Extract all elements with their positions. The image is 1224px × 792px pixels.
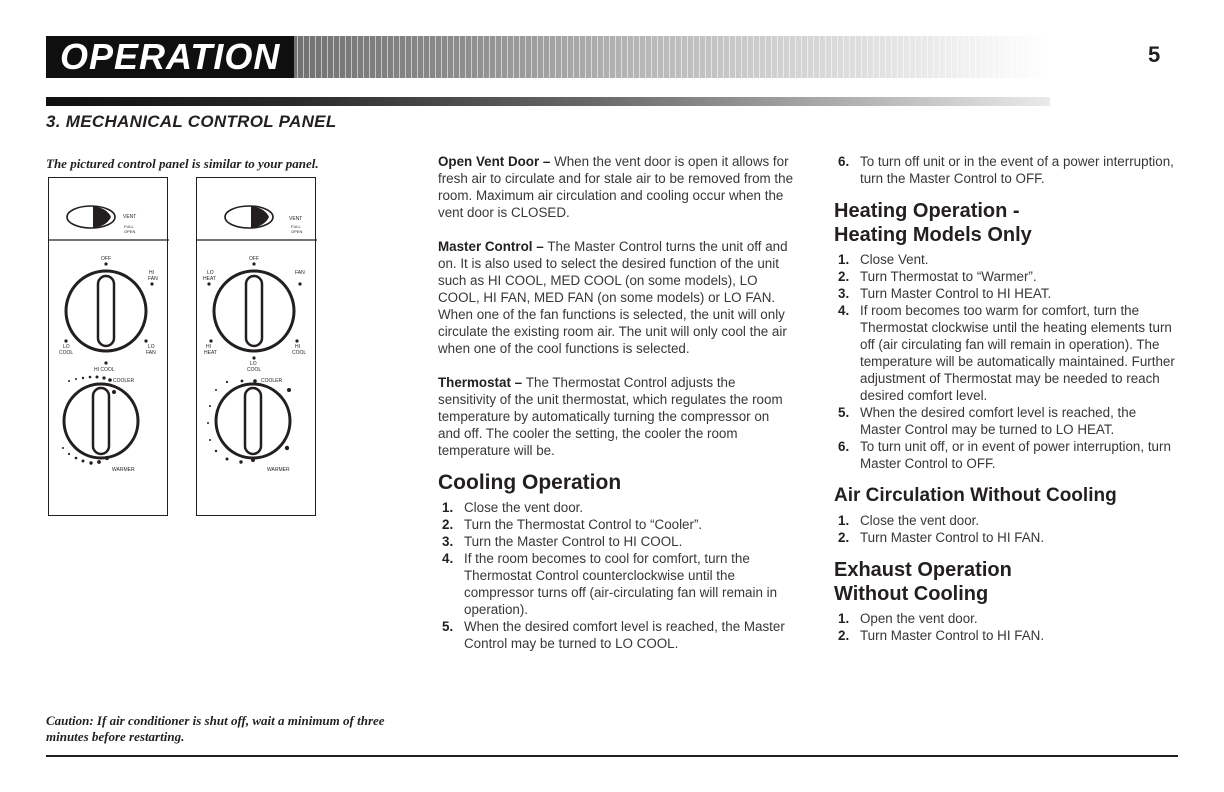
cooler-label: COOLER [113,378,135,384]
panel-caption: The pictured control panel is similar to your panel. [46,156,319,171]
air-circulation-heading: Air Circulation Without Cooling [834,485,1117,506]
exhaust-operation-heading: Exhaust Operation Without Cooling [834,559,1012,605]
off-label: OFF [249,256,259,262]
list-item: 3. Turn the Master Control to HI COOL. [442,534,683,549]
open-vent-paragraph: Open Vent Door – When the vent door is open it allows for fresh air to circulate and for stale air to be removed from the room. Maximum air circulation and cooling occur when the vent door is CLOSED. [438,154,794,220]
list-item: 5. When the desired comfort level is reached, the Master Control may be turned to LO HEAT. [838,405,1137,437]
hi-cool-label: HI COOL [94,367,115,373]
footer-rule [46,755,1178,757]
list-item: 2. Turn the Thermostat Control to “Cooler”. [442,517,703,532]
full-label: FULL [291,224,301,229]
fan-label: FAN [295,270,305,276]
list-item: 1. Close the vent door. [442,500,584,515]
hi-heat-label-2: HEAT [204,350,217,356]
header-title: OPERATION [46,36,294,78]
hi-cool-label-1: HI [295,344,300,350]
lo-heat-label-2: HEAT [203,276,216,282]
heating-steps [834,251,1179,472]
lo-heat-label-1: LO [207,270,214,276]
thermostat-knob-icon [64,384,138,458]
list-item: 1. Close Vent. [838,252,929,267]
list-item: 4. If room becomes too warm for comfort, turn the Thermostat clockwise until the heating elements turn off (air circulating fan will remain in operation). The temperature will be automatically maintained. Further adjustment of Thermostat may be needed to reach desired comfort level. [838,303,1175,403]
warmer-label: WARMER [267,467,290,473]
control-panel-cooling-model [48,177,168,516]
hi-heat-label-1: HI [206,344,211,350]
vent-label: VENT [289,216,303,222]
vent-lever-icon [67,206,115,228]
master-control-term: Master Control – [438,239,548,254]
cooling-steps [438,499,793,652]
master-control-knob-icon [214,271,294,351]
cooling-operation-heading: Cooling Operation [438,471,622,494]
list-item: 6. To turn off unit or in the event of a power interruption, turn the Master Control to OFF. [838,154,1174,186]
cooling-steps-continued [834,153,1179,187]
heating-operation-heading: Heating Operation - Heating Models Only [834,200,1032,246]
thermostat-knob-icon [216,384,290,458]
list-item: 2. Turn Thermostat to “Warmer”. [838,269,1037,284]
list-item: 4. If the room becomes to cool for comfort, turn the Thermostat Control counterclockwise until the compressor turns off (air-circulating fan will remain in operation). [442,551,778,617]
hi-fan-label-2: FAN [148,276,158,282]
open-vent-term: Open Vent Door – [438,154,555,169]
list-item: 1. Close the vent door. [838,513,980,528]
list-item: 1. Open the vent door. [838,611,978,626]
hi-fan-label-1: HI [149,270,154,276]
lo-fan-label-1: LO [148,344,155,350]
master-control-paragraph: Master Control – The Master Control turns the unit off and on. It is also used to select the desired function of the unit such as HI COOL, MED COOL (on some models), LO COOL, HI FAN, MED FAN (on some models) or LO FAN. When one of the fan functions is selected, the unit will only circulate the existing room air. The unit will only cool the air when one of the cool functions is selected. [438,239,788,356]
section-title: 3. MECHANICAL CONTROL PANEL [46,112,337,131]
header-rule [46,97,1050,106]
lo-cool-label-1: LO [250,361,257,367]
vent-lever-icon [225,206,273,228]
off-label: OFF [101,256,111,262]
warmer-label: WARMER [112,467,135,473]
full-label: FULL [124,224,134,229]
thermostat-term: Thermostat – [438,375,526,390]
exhaust-steps [834,610,1179,644]
vent-label: VENT [123,214,137,220]
lo-cool-label-2: COOL [247,367,262,373]
lo-fan-label-2: FAN [146,350,156,356]
list-item: 2. Turn Master Control to HI FAN. [838,530,1045,545]
control-panel-heating-model [196,177,316,516]
lo-cool-label-2: COOL [59,350,74,356]
thermostat-paragraph: Thermostat – The Thermostat Control adjusts the sensitivity of the unit thermostat, which regulates the room temperature by automatically turning the compressor on and off. The cooler the setting, the cooler the room temperature will be. [438,375,783,458]
list-item: 5. When the desired comfort level is reached, the Master Control may be turned to LO COOL. [442,619,785,651]
page-number: 5 [1148,42,1161,67]
lo-cool-label-1: LO [63,344,70,350]
column-right [834,153,1179,644]
open-label: OPEN [291,229,303,234]
caution-note: Caution: If air conditioner is shut off, wait a minimum of three minutes before restarting. [46,713,385,744]
cooler-label: COOLER [261,378,283,384]
open-label: OPEN [124,229,136,234]
hi-cool-label-2: COOL [292,350,307,356]
header-banner [46,36,1050,78]
list-item: 2. Turn Master Control to HI FAN. [838,628,1045,643]
column-middle [438,153,793,652]
air-circulation-steps [834,512,1179,546]
list-item: 6. To turn unit off, or in event of power interruption, turn Master Control to OFF. [838,439,1171,471]
list-item: 3. Turn Master Control to HI HEAT. [838,286,1052,301]
master-control-knob-icon [66,271,146,351]
